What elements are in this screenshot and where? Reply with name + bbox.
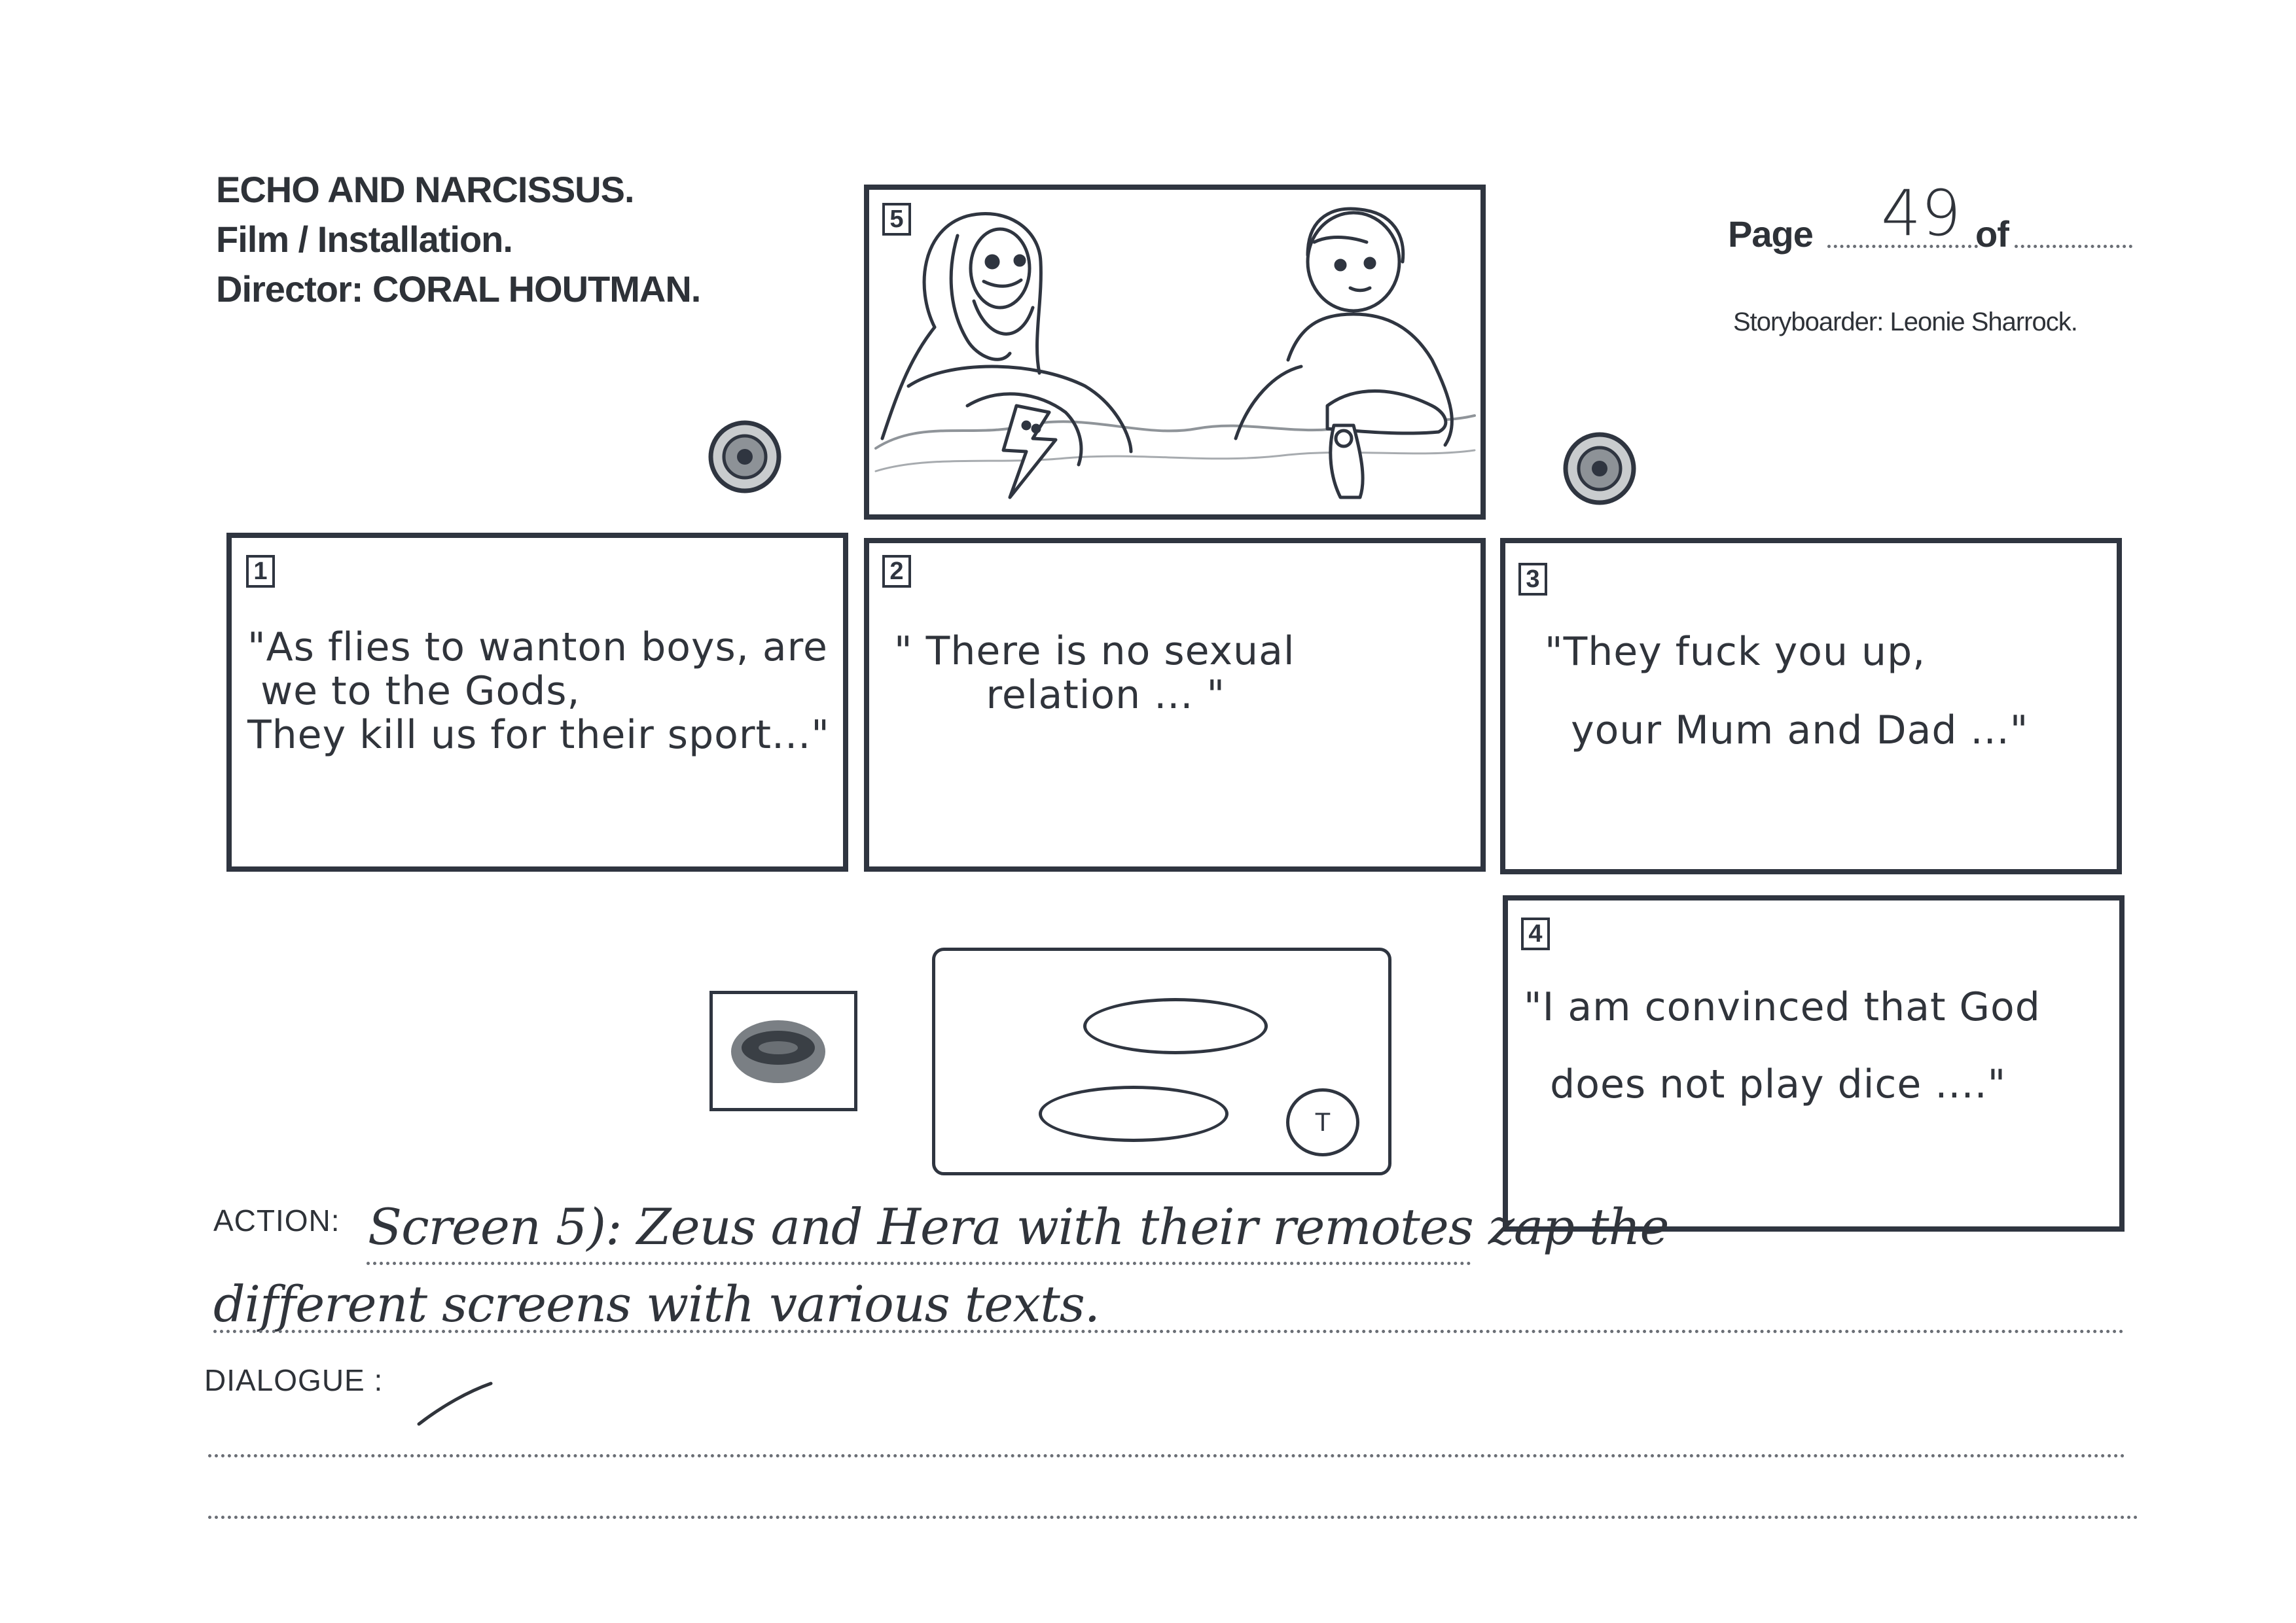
page-label: Page — [1728, 213, 1813, 255]
target-icon-left — [707, 419, 783, 495]
dialogue-label: DIALOGUE : — [204, 1363, 384, 1397]
panel-number: 4 — [1521, 918, 1550, 950]
zeus-hera-illustration — [869, 190, 1480, 514]
film-subtitle: Film / Installation. — [216, 219, 512, 260]
page-number: 49 — [1881, 177, 1962, 250]
page-indicator — [1728, 177, 2173, 255]
panel-3 — [1500, 538, 2122, 874]
dialogue-line-1-rule[interactable] — [208, 1454, 2126, 1457]
panel-quote: " There is no sexual relation ... " — [894, 628, 1295, 719]
action-text-line-1: Screen 5): Zeus and Hera with their remotes zap the — [368, 1198, 1669, 1256]
panel-1 — [226, 533, 848, 872]
panel-quote: "I am convinced that God does not play dice ...." — [1524, 984, 2041, 1107]
pen-stroke-mark — [416, 1380, 495, 1428]
remote-t-button[interactable]: T — [1286, 1088, 1359, 1156]
panel-number: 2 — [882, 555, 911, 588]
of-label: of — [1975, 213, 2009, 255]
action-label: ACTION: — [213, 1204, 340, 1238]
total-pages-line — [2015, 245, 2132, 248]
panel-4 — [1503, 895, 2125, 1232]
panel-2 — [864, 538, 1486, 872]
director-line: Director: CORAL HOUTMAN. — [216, 268, 701, 310]
panel-quote: "As flies to wanton boys, are we to the Gods, They kill us for their sport..." — [247, 624, 830, 758]
target-icon-right — [1562, 431, 1638, 507]
action-text-line-2: different screens with various texts. — [213, 1275, 1100, 1333]
panel-number: 3 — [1518, 563, 1547, 596]
film-title: ECHO AND NARCISSUS. — [216, 169, 634, 210]
dialogue-line-2-rule[interactable] — [208, 1516, 2139, 1519]
panel-number: 5 — [882, 203, 911, 236]
remote-oval-button[interactable] — [1039, 1086, 1229, 1142]
remote-control — [932, 948, 1391, 1175]
action-line-2-rule — [213, 1330, 2125, 1333]
panel-5 — [864, 185, 1486, 520]
lips-icon — [709, 991, 857, 1111]
panel-quote: "They fuck you up, your Mum and Dad ..." — [1545, 629, 2029, 753]
panel-number: 1 — [246, 555, 275, 588]
storyboarder-credit: Storyboarder: Leonie Sharrock. — [1733, 308, 2077, 336]
action-line-1-rule — [367, 1262, 1471, 1265]
remote-oval-button[interactable] — [1083, 998, 1268, 1054]
